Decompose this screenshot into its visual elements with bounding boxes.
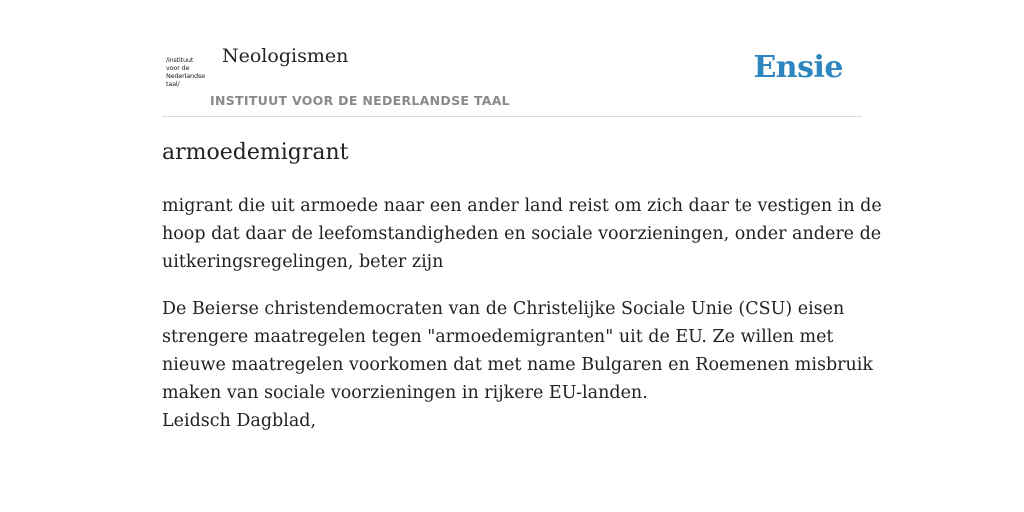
example-line: nieuwe maatregelen voorkomen dat met name Bulgaren en Roemenen misbruik bbox=[162, 355, 873, 375]
definition-line: hoop dat daar de leefomstandigheden en sociale voorzieningen, onder andere de bbox=[162, 224, 882, 244]
definition-line: uitkeringsregelingen, beter zijn bbox=[162, 252, 444, 272]
ensie-logo[interactable]: Ensie bbox=[753, 50, 843, 85]
site-title[interactable]: Neologismen bbox=[222, 45, 349, 67]
source-citation: Leidsch Dagblad, bbox=[162, 411, 317, 431]
definition-line: migrant die uit armoede naar een ander land reist om zich daar te vestigen in de bbox=[162, 196, 882, 216]
logo-line: Nederlandse bbox=[166, 72, 205, 80]
example-line: strengere maatregelen tegen "armoedemigranten" uit de EU. Ze willen met bbox=[162, 327, 834, 347]
headword: armoedemigrant bbox=[162, 140, 349, 165]
header bbox=[162, 0, 862, 117]
site-subtitle: INSTITUUT VOOR DE NEDERLANDSE TAAL bbox=[210, 93, 510, 108]
example-line: maken van sociale voorzieningen in rijkere EU-landen. bbox=[162, 383, 648, 403]
entry-card bbox=[162, 0, 882, 512]
definition bbox=[162, 192, 882, 276]
example-quote bbox=[162, 295, 873, 435]
example-line: De Beierse christendemocraten van de Christelijke Sociale Unie (CSU) eisen bbox=[162, 299, 845, 319]
institute-logo[interactable] bbox=[166, 56, 208, 88]
logo-line: taal/ bbox=[166, 80, 180, 88]
logo-line: /instituut bbox=[166, 56, 194, 64]
logo-line: voor de bbox=[166, 64, 190, 72]
